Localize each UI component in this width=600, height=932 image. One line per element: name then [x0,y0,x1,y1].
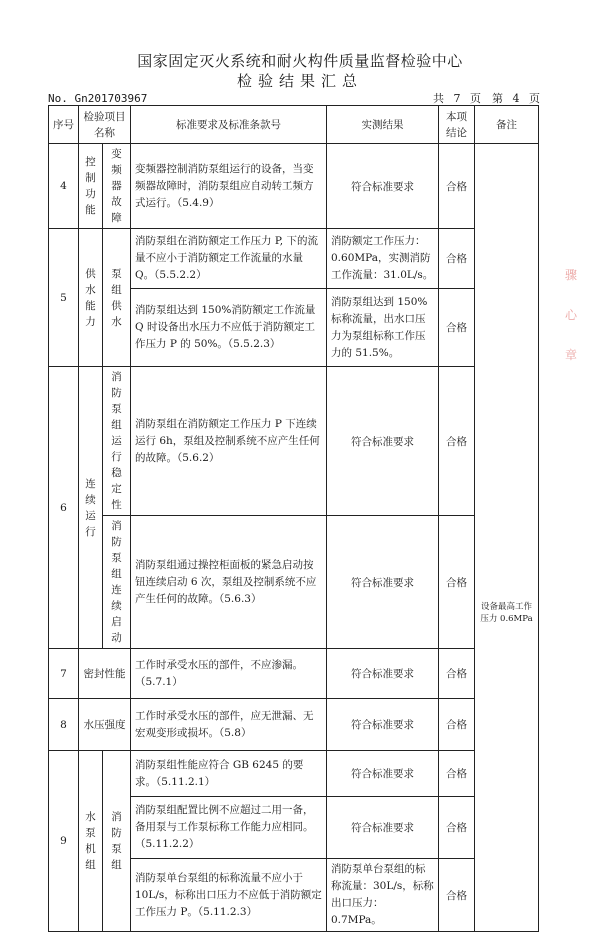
result-cell: 符合标准要求 [327,699,439,751]
results-table [48,105,539,932]
standard-cell: 消防泵组通过操控柜面板的紧急启动按钮连续启动 6 次，泵组及控制系统不应产生任何的故障。（5.6.3） [131,516,327,649]
seq-cell: 8 [49,699,79,751]
standard-cell: 消防泵组达到 150%消防额定工作流量 Q 时设备出水压力不应低于消防额定工作压力 P 的 50%。（5.5.2.3） [131,289,327,367]
remark-cell [475,144,539,932]
table-row [49,229,539,289]
conclusion-cell: 合格 [439,289,475,367]
stamp-char: 章 [565,348,578,362]
category-cell: 供水能力 [79,229,103,367]
table-row [49,699,539,751]
conclusion-cell: 合格 [439,367,475,516]
result-cell: 符合标准要求 [327,367,439,516]
seq-cell: 9 [49,751,79,932]
table-row [49,367,539,516]
page-info: 共 7 页 第 4 页 [433,92,540,105]
subitem-cell: 消防泵组 [103,751,131,932]
item-name-cell: 密封性能 [79,649,131,699]
remark-text: 设备最高工作压力 0.6MPa [480,601,533,624]
result-cell: 符合标准要求 [327,516,439,649]
conclusion-cell: 合格 [439,229,475,289]
item-name-cell: 水压强度 [79,699,131,751]
seq-cell: 5 [49,229,79,367]
doc-number: No. Gn201703967 [48,92,148,105]
standard-cell: 消防泵组在消防额定工作压力 P, 下的流量不应小于消防额定工作流量的水量 Q。（5.5.2.2） [131,229,327,289]
header-remark: 备注 [475,106,539,144]
red-seal-stamp [565,255,595,375]
header-conclusion: 本项结论 [439,106,475,144]
category-cell: 水泵机组 [79,751,103,932]
table-row [49,144,539,229]
standard-cell: 工作时承受水压的部件，不应渗漏。（5.7.1） [131,649,327,699]
result-cell: 符合标准要求 [327,797,439,859]
header-result: 实测结果 [327,106,439,144]
conclusion-cell: 合格 [439,649,475,699]
conclusion-cell: 合格 [439,144,475,229]
conclusion-cell: 合格 [439,516,475,649]
result-cell: 消防泵组达到 150%标称流量，出水口压力为泵组标称工作压力的 51.5%。 [327,289,439,367]
stamp-char: 骤 [565,268,578,282]
result-cell: 符合标准要求 [327,751,439,797]
header-seq: 序号 [49,106,79,144]
standard-cell: 消防泵组在消防额定工作压力 P 下连续运行 6h，泵组及控制系统不应产生任何的故障。（5.6.2） [131,367,327,516]
result-cell: 消防额定工作压力：0.60MPa，实测消防工作流量：31.0L/s。 [327,229,439,289]
conclusion-cell: 合格 [439,751,475,797]
table-row [49,516,539,649]
category-cell: 连续运行 [79,367,103,649]
standard-cell: 变频器控制消防泵组运行的设备，当变频器故障时，消防泵组应自动转工频方式运行。（5.4.9） [131,144,327,229]
seq-cell: 4 [49,144,79,229]
conclusion-cell: 合格 [439,699,475,751]
standard-cell: 消防泵单台泵组的标称流量不应小于 10L/s，标称出口压力不应低于消防额定工作压力 P。（5.11.2.3） [131,859,327,932]
seq-cell: 7 [49,649,79,699]
subitem-cell: 消防泵组连续启动 [103,516,131,649]
subitem-cell: 变频器故障 [103,144,131,229]
table-header-row [49,106,539,144]
result-cell: 符合标准要求 [327,144,439,229]
category-cell: 控制功能 [79,144,103,229]
stamp-char: 心 [565,308,578,322]
header-item: 检验项目名称 [79,106,131,144]
table-row [49,649,539,699]
org-title: 国家固定灭火系统和耐火构件质量监督检验中心 [137,52,463,70]
conclusion-cell: 合格 [439,797,475,859]
result-cell: 消防泵单台泵组的标称流量：30L/s，标称出口压力：0.7MPa。 [327,859,439,932]
doc-title: 检验结果汇总 [236,72,363,90]
subitem-cell: 泵组供水 [103,229,131,367]
header-standard: 标准要求及标准条款号 [131,106,327,144]
result-cell: 符合标准要求 [327,649,439,699]
standard-cell: 工作时承受水压的部件，应无泄漏、无宏观变形或损坏。（5.8） [131,699,327,751]
standard-cell: 消防泵组配置比例不应超过二用一备，备用泵与工作泵标称工作能力应相同。（5.11.2.2） [131,797,327,859]
subitem-cell: 消防泵组运行稳定性 [103,367,131,516]
table-row [49,751,539,797]
seq-cell: 6 [49,367,79,649]
conclusion-cell: 合格 [439,859,475,932]
standard-cell: 消防泵组性能应符合 GB 6245 的要求。（5.11.2.1） [131,751,327,797]
